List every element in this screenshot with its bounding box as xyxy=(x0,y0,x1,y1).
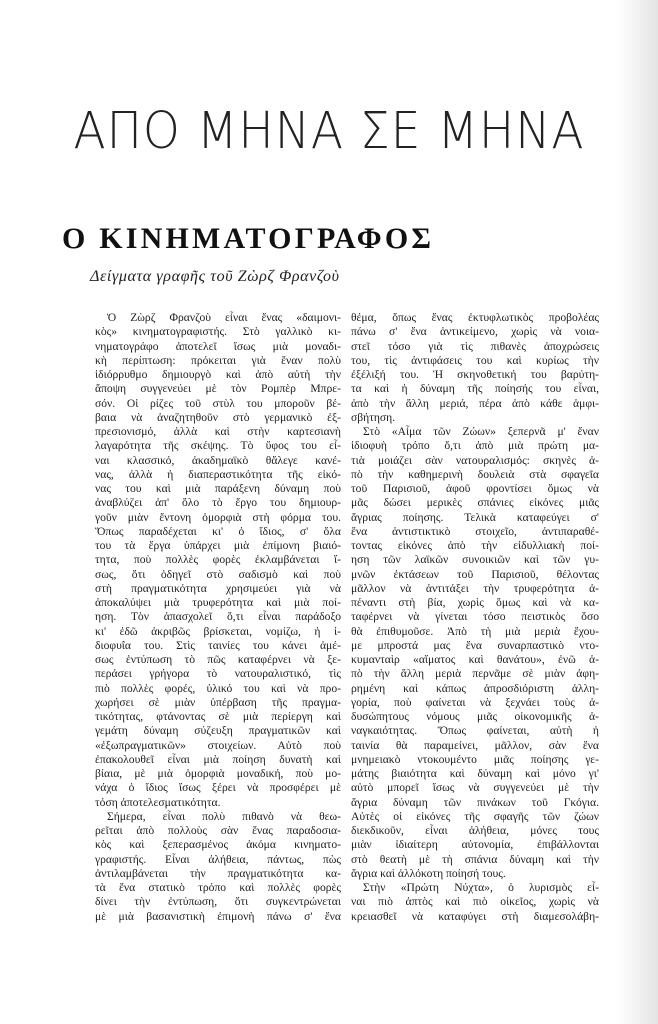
paragraph xyxy=(351,311,599,425)
text-line: μνῶν ἐκτάσεων τοῦ Παρισιοῦ, θέλοντας xyxy=(351,567,599,581)
text-line: νάχα ὁ ἴδιος ἴσως ξέρει νὰ προσφέρει μὲ xyxy=(95,781,341,795)
text-line: θὰ ἐπιθυμοῦσε. Ἀπὸ τὴ μιὰ μεριὰ ἔχου- xyxy=(351,624,599,638)
text-line: δυσώπητους νόμους μιᾶς οἰκονομικῆς ἀ- xyxy=(351,710,599,723)
text-line: ἕνα ἀντιστικτικὸ στοιχεῖο, ἀντιπαραθέ- xyxy=(351,524,599,538)
text-column-left xyxy=(95,311,341,924)
text-line: γραφιστής. Εἶναι ἀλήθεια, πάντως, πὼς xyxy=(95,852,341,866)
section-title: ΑΠΟ ΜΗΝΑ ΣΕ ΜΗΝΑ xyxy=(73,101,585,162)
text-line: πὸ τὴν ἄλλη μεριὰ περνᾶμε σὲ μιὰν ἀφη- xyxy=(351,667,599,681)
text-line: σόν. Οἱ ρίζες τοῦ στὺλ του μποροῦν βέ- xyxy=(95,396,341,410)
text-line: ηση τῶν λαϊκῶν συνοικιῶν καὶ τῶν γυ- xyxy=(351,553,599,567)
text-line: σως, ὅτι ὁδηγεῖ στὸ σαδισμὸ καὶ ποὺ xyxy=(95,567,341,581)
text-line: τητα, ποὺ πολλὲς φορὲς ἐκλαμβάνεται ἴ- xyxy=(95,553,341,567)
text-line: πὸ τὴν καθημερινὴ δουλειὰ στὰ σφαγεῖα xyxy=(351,467,599,481)
text-line: χωρήσει σὲ μιὰν ὑπέρβαση τῆς πραγμα- xyxy=(95,695,341,709)
paragraph xyxy=(351,881,599,924)
text-line: ηση. Τὸν ἀπασχολεῖ ὅ,τι εἶναι παράδοξο xyxy=(95,610,341,624)
text-line: δίνει τὴν ἐντύπωση, ὅτι συγκεντρώνεται xyxy=(95,895,341,909)
text-line: βαια νὰ ἀναζητηθοῦν στὸ γερμανικὸ ἐξ- xyxy=(95,410,341,424)
text-line: γοῦν μιὰν ἔντονη ὀμορφιὰ στὴ φόρμα του. xyxy=(95,510,341,524)
text-line: τὰ ἕνα στατικὸ τρόπο καὶ πολλὲς φορὲς xyxy=(95,881,341,894)
text-line: τιὰ μοιάζει σὰν νατουραλισμός: σκηνὲς ἀ- xyxy=(351,453,599,467)
paragraph xyxy=(95,810,341,924)
text-line: κρειασθεῖ νὰ καταφύγει στὴ διαμεσολάβη- xyxy=(351,909,599,923)
text-line: πάνω σ' ἕνα ἀντικείμενο, χωρὶς νὰ νοια- xyxy=(351,325,599,339)
text-column-right xyxy=(351,311,599,924)
text-line: πιὸ πολλὲς φορές, ὑλικό του καὶ νὰ προ- xyxy=(95,681,341,695)
text-line: στὴ πραγματικότητα χρησιμεύει γιὰ νὰ xyxy=(95,581,341,595)
text-line: γορία, ποὺ φαίνεται νὰ ξεχνάει τοὺς ἀ- xyxy=(351,695,599,709)
text-line: σως ἐντύπωση τὸ πῶς καταφέρνει νὰ ξε- xyxy=(95,653,341,666)
text-line: τοῦ Παρισιοῦ, ἀφοῦ φροντίσει ὅμως νὰ xyxy=(351,482,599,495)
text-line: με μπροστά μας ἕνα συναρπαστικὸ ντο- xyxy=(351,638,599,652)
text-line: πέναντι στὴ βία, χωρὶς ὅμως καὶ νὰ κα- xyxy=(351,596,599,609)
text-line: γεμάτη δύναμη σύζευξη πραγματικῶν καὶ xyxy=(95,724,341,738)
text-line: «ἐξωπραγματικῶν» στοιχείων. Αὐτὸ ποὺ xyxy=(95,738,341,752)
text-line: μάτης βιαιότητα καὶ δύναμη καὶ μόνο γι' xyxy=(351,767,599,780)
text-line: κὴ περίπτωση: πρόκειται γιὰ ἕναν πολὺ xyxy=(95,353,341,367)
text-line: ναγκαιότητας. Ὅπως φαίνεται, αὐτὴ ἡ xyxy=(351,724,599,738)
text-line: ἄγρια καὶ ἀλλόκοτη ποίησή τους. xyxy=(351,866,506,880)
text-line: Αὐτὲς οἱ εἰκόνες τῆς σφαγῆς τῶν ζώων xyxy=(351,809,599,823)
text-line: αὐτὸ μπορεῖ ἴσως νὰ συγγενεύει μὲ τὴν xyxy=(351,781,599,795)
text-line: περάσει γρήγορα τὸ νατουραλιστικό, τὶς xyxy=(95,667,341,681)
text-line: ρημένη καὶ κάπως ἀπροσδιόριστη ἀλλη- xyxy=(351,681,599,695)
text-line: μνημειακὸ ντοκουμέντο μιᾶς ποίησης γε- xyxy=(351,752,599,766)
text-line: ἄποψη συγγενεύει μὲ τὸν Ρομπὲρ Μπρε- xyxy=(95,382,341,396)
text-line: Στὸ «Αἷμα τῶν Ζώων» ξεπερνᾶ μ' ἕναν xyxy=(363,425,599,438)
text-line: ἀπὸ τὴν ἄλλη μεριά, πέρα ἀπὸ κάθε ἀμφι- xyxy=(351,396,599,410)
text-line: κυμανταὶρ «αἵματος καὶ θανάτου», ἐνῶ ἀ- xyxy=(351,653,599,666)
text-line: ἐξέλιξή του. Ἡ σκηνοθετική του βαρύτη- xyxy=(351,368,599,381)
text-line: διοφυΐα του. Στὶς ταινίες του κάνει ἀμέ- xyxy=(95,638,341,652)
text-line: ἄγρια δύναμη τῶν πινάκων τοῦ Γκόγια. xyxy=(351,795,599,809)
text-line: ρεῖται ἀπὸ πολλοὺς σὰν ἕνας παραδοσια- xyxy=(95,824,341,837)
article-heading: Ο ΚΙΝΗΜΑΤΟΓΡΑΦΟΣ xyxy=(62,222,435,255)
text-line: λαγαρότητα τῆς σκέψης. Τὸ ὕφος του εἶ- xyxy=(95,439,341,453)
text-line: ἰδιόρρυθμο δημιουργὸ καὶ ἀπὸ αὐτὴ τὴν xyxy=(95,368,341,381)
text-line: Σήμερα, εἶναι πολὺ πιθανὸ νὰ θεω- xyxy=(107,809,341,823)
text-line: ἀναβλύζει ἀπ' ὅλο τὸ ἔργο του δημιουρ- xyxy=(95,496,341,510)
text-line: ναι κλασσικό, ἀκαδημαϊκὸ θἄλεγε κανέ- xyxy=(95,453,341,467)
text-line: βίαια, μὲ μιὰ ὀμορφιὰ μοναδική, ποὺ μο- xyxy=(95,767,341,780)
text-line: νας, ἀλλὰ ἡ διαπεραστικότητα τῆς εἰκό- xyxy=(95,467,341,481)
text-line: Ὁ Ζὼρζ Φρανζοὺ εἶναι ἕνας «δαιμονι- xyxy=(107,311,341,324)
text-line: ταφέρνει νὰ γίνεται τόσο πειστικὸς ὅσο xyxy=(351,610,599,624)
paragraph xyxy=(95,311,341,810)
text-line: μᾶς δώσει μερικὲς σπάνιες εἰκόνες μιᾶς xyxy=(351,496,599,510)
text-line: τοντας εἰκόνες ἀπὸ τὴν εἰδυλλιακὴ ποί- xyxy=(351,539,599,552)
text-line: ἰδιοφυὴ τρόπο ὅ,τι ἀπὸ μιὰ πρώτη μα- xyxy=(351,439,599,453)
text-line: Ὅπως παραδέχεται κι' ὁ ἴδιος, σ' ὅλα xyxy=(95,524,341,538)
text-line: νηματογράφο ἀποτελεῖ ἴσως μιὰ μοναδι- xyxy=(95,339,341,353)
text-line: του τὰ ἔργα ὑπάρχει μιὰ ἐπίμονη βιαιό- xyxy=(95,539,341,552)
article-subtitle: Δείγματα γραφῆς τοῦ Ζὼρζ Φρανζοὺ xyxy=(90,268,340,285)
text-line: στεῖ τόσο γιὰ τὶς πιθανὲς ἀποχρώσεις xyxy=(351,339,599,353)
text-line: κὸς καὶ ξεπερασμένος ἀκόμα κινηματο- xyxy=(95,838,341,852)
text-line: τα καὶ ἡ δύναμη τῆς ποίησής του εἶναι, xyxy=(351,382,599,396)
text-line: κὸς» κινηματογραφιστής. Στὸ γαλλικὸ κι- xyxy=(95,325,341,339)
text-line: διεκδικοῦν, εἶναι ἀλήθεια, μόνες τους xyxy=(351,824,599,837)
text-line: κι' ἐδῶ ἀκριβῶς βρίσκεται, νομίζω, ἡ ἰ- xyxy=(95,624,341,638)
text-line: νας του καὶ μιὰ παράξενη δύναμη ποὺ xyxy=(95,482,341,495)
text-line: σβήτηση. xyxy=(351,410,396,424)
text-line: θέμα, ὅπως ἕνας ἐκτυφλωτικὸς προβολέας xyxy=(351,311,599,324)
text-line: στὸ θεατὴ μὲ τὴ σπάνια δύναμη καὶ τὴν xyxy=(351,852,599,866)
text-line: ἐπακολουθεῖ εἶναι μιὰ ποίηση δυνατὴ καὶ xyxy=(95,752,341,766)
text-line: ἀντιλαμβάνεται τὴν πραγματικότητα κα- xyxy=(95,866,341,880)
text-line: μᾶλλον νὰ ἀντιτάξει τὴν τρυφερότητα ἀ- xyxy=(351,581,599,595)
text-line: πρεσιονισμό, ἀλλὰ καὶ στὴν καρτεσιανὴ xyxy=(95,425,341,438)
text-line: του, τὶς ἀντιφάσεις του καὶ κυρίως τὴν xyxy=(351,353,599,367)
text-line: τικότητας, φτάνοντας σὲ μιὰ περίεργη καὶ xyxy=(95,710,341,723)
text-line: Στὴν «Πρώτη Νύχτα», ὁ λυρισμὸς εἶ- xyxy=(363,881,599,894)
text-line: ἄγριας ποίησης. Τελικὰ καταφεύγει σ' xyxy=(351,510,599,524)
text-line: ναι πιὸ ἁπτὸς καὶ πιὸ οἰκεῖος, χωρὶς νὰ xyxy=(351,895,599,909)
text-line: μιὰν ἰδιαίτερη αὐτονομία, ἐπιβάλλονται xyxy=(351,838,599,852)
text-line: ἀποκαλύψει μιὰ τρυφερότητα καὶ μιὰ ποί- xyxy=(95,596,341,609)
paragraph xyxy=(351,425,599,881)
text-line: ταινία θὰ παραμείνει, μᾶλλον, σὰν ἕνα xyxy=(351,738,599,752)
text-line: μὲ μιὰ βασανιστικὴ ἐπιμονὴ πάνω σ' ἕνα xyxy=(95,909,341,923)
text-line: τόση ἀποτελεσματικότητα. xyxy=(95,795,221,809)
